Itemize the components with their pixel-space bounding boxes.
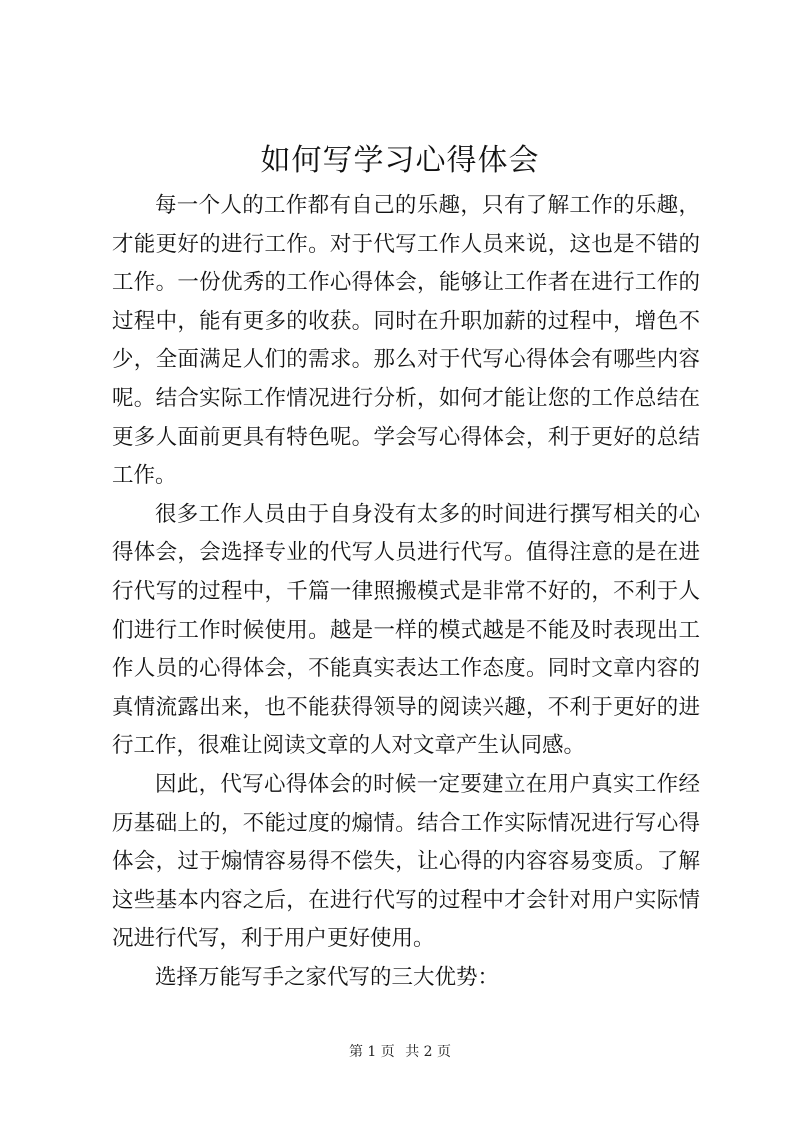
paragraph: 因此，代写心得体会的时候一定要建立在用户真实工作经历基础上的，不能过度的煽情。结合工作实际情况进行写心得体会，过于煽情容易得不偿失，让心得的内容容易变质。了解这些基本内容之后，在进行代写的过程中才会针对用户实际情况进行代写，利于用户更好使用。 xyxy=(112,771,700,952)
paragraph: 每一个人的工作都有自己的乐趣，只有了解工作的乐趣，才能更好的进行工作。对于代写工作人员来说，这也是不错的工作。一份优秀的工作心得体会，能够让工作者在进行工作的过程中，能有更多的收获。同时在升职加薪的过程中，增色不少，全面满足人们的需求。那么对于代写心得体会有哪些内容呢。结合实际工作情况进行分析，如何才能让您的工作总结在更多人面前更具有特色呢。学会写心得体会，利于更好的总结工作。 xyxy=(112,193,700,489)
paragraph: 选择万能写手之家代写的三大优势： xyxy=(155,964,500,990)
page-number: 第 1 页 xyxy=(348,1044,395,1060)
page-total: 共 2 页 xyxy=(405,1044,452,1060)
document-title: 如何写学习心得体会 xyxy=(260,143,540,178)
document-body xyxy=(112,187,700,997)
page-footer xyxy=(0,1040,800,1064)
paragraph: 很多工作人员由于自身没有太多的时间进行撰写相关的心得体会，会选择专业的代写人员进行代写。值得注意的是在进行代写的过程中，千篇一律照搬模式是非常不好的，不利于人们进行工作时候使用。越是一样的模式越是不能及时表现出工作人员的心得体会，不能真实表达工作态度。同时文章内容的真情流露出来，也不能获得领导的阅读兴趣，不利于更好的进行工作，很难让阅读文章的人对文章产生认同感。 xyxy=(112,501,700,759)
